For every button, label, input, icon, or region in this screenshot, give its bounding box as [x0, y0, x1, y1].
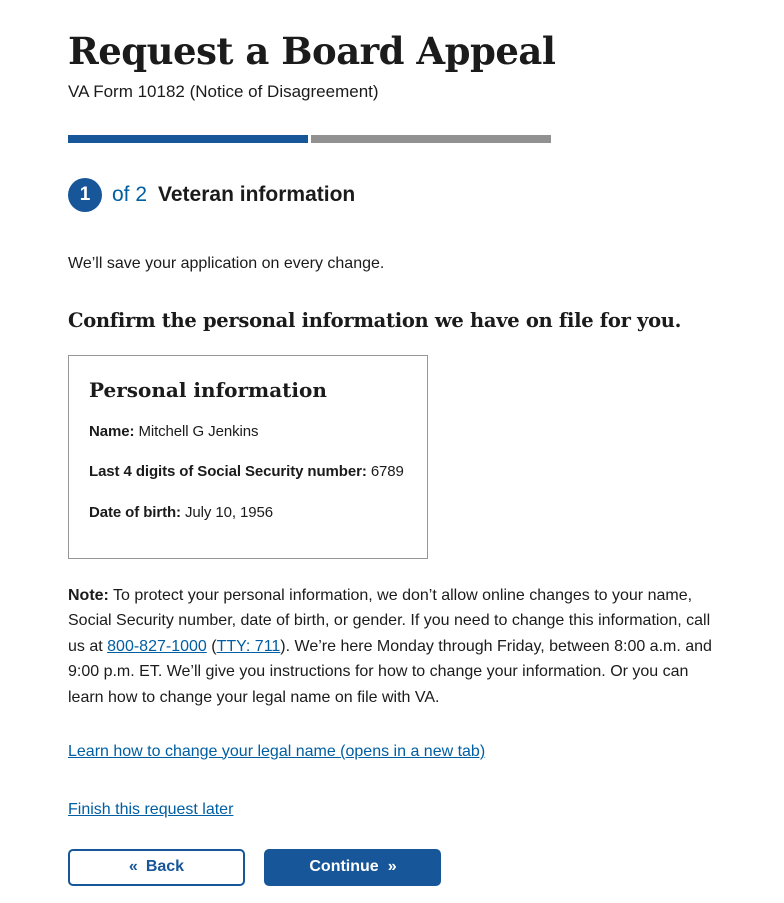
- progress-bar: [68, 135, 551, 143]
- back-button-label: Back: [145, 858, 185, 876]
- step-count-label: of 2: [112, 182, 148, 206]
- continue-chevron-icon: »: [387, 858, 396, 876]
- step-title: Veteran information: [158, 182, 356, 206]
- form-page: [68, 0, 716, 886]
- phone-link[interactable]: 800-827-1000: [107, 637, 207, 655]
- personal-info-card: [68, 355, 428, 559]
- note-text-before-phone: To protect your personal information, we don’t allow online changes to your name, Social Security number, date of birth, or gender. If you need to change this information, call us at: [68, 586, 711, 655]
- note-text: [68, 583, 716, 711]
- step-number-badge: 1: [68, 178, 102, 212]
- page-title: Request a Board Appeal: [68, 29, 556, 73]
- note-text-after-links: ). We’re here Monday through Friday, between 8:00 a.m. and 9:00 p.m. ET. We’ll give you instructions for how to change your information. Or you can learn how to change your legal name on file with VA.: [68, 637, 712, 706]
- info-row-name: [89, 421, 407, 443]
- back-chevron-icon: «: [128, 858, 137, 876]
- dob-label: Date of birth:: [89, 504, 181, 522]
- form-subtitle: VA Form 10182 (Notice of Disagreement): [68, 81, 379, 101]
- progress-segment-filled: [68, 135, 308, 143]
- card-heading: Personal information: [89, 377, 327, 402]
- info-row-ssn: [89, 461, 407, 483]
- continue-button[interactable]: [264, 849, 441, 886]
- back-button[interactable]: [68, 849, 245, 886]
- autosave-text: We’ll save your application on every change.: [68, 254, 385, 272]
- tty-link[interactable]: TTY: 711: [216, 637, 281, 655]
- confirm-heading: Confirm the personal information we have on file for you.: [68, 308, 682, 332]
- info-row-dob: [89, 502, 407, 524]
- progress-segment-remaining: [311, 135, 551, 143]
- legal-name-link-row: [68, 743, 716, 761]
- form-navigation-buttons: [68, 849, 716, 886]
- ssn-value: 6789: [370, 463, 404, 481]
- finish-later-link[interactable]: Finish this request later: [68, 800, 234, 818]
- legal-name-link[interactable]: Learn how to change your legal name (opens in a new tab): [68, 742, 486, 760]
- continue-button-label: Continue: [309, 858, 379, 876]
- name-value: Mitchell G Jenkins: [138, 422, 259, 440]
- note-label: Note:: [68, 586, 109, 604]
- name-label: Name:: [89, 422, 135, 440]
- step-header: [68, 178, 716, 212]
- note-text-between-links: (: [206, 637, 217, 655]
- dob-value: July 10, 1956: [185, 504, 273, 522]
- finish-later-link-row: [68, 801, 716, 819]
- ssn-label: Last 4 digits of Social Security number:: [89, 463, 367, 481]
